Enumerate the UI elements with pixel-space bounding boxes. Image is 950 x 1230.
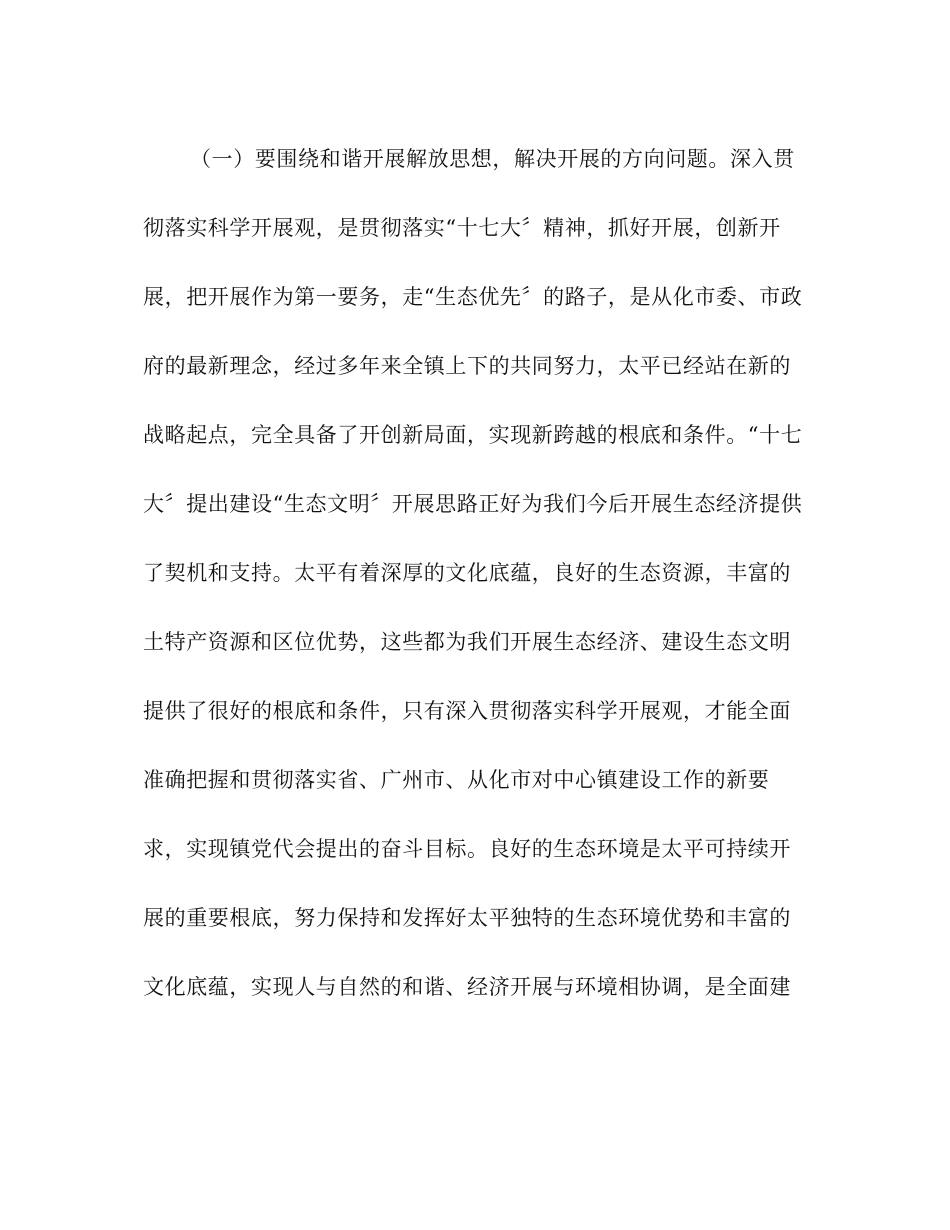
paragraph-line-6: 大〞提出建设“生态文明〞开展思路正好为我们今后开展生态经济提供 bbox=[143, 492, 803, 516]
paragraph-line-9: 提供了很好的根底和条件，只有深入贯彻落实科学开展观，才能全面 bbox=[143, 699, 791, 723]
paragraph-line-1: （一）要围绕和谐开展解放思想，解决开展的方向问题。深入贯 bbox=[190, 147, 795, 171]
paragraph-line-13: 文化底蕴，实现人与自然的和谐、经济开展与环境相协调，是全面建 bbox=[143, 975, 791, 999]
paragraph-line-7: 了契机和支持。太平有着深厚的文化底蕴，良好的生态资源，丰富的 bbox=[143, 561, 791, 585]
paragraph-line-8: 土特产资源和区位优势，这些都为我们开展生态经济、建设生态文明 bbox=[143, 630, 791, 654]
paragraph-line-10: 准确把握和贯彻落实省、广州市、从化市对中心镇建设工作的新要 bbox=[143, 768, 770, 792]
paragraph-line-11: 求，实现镇党代会提出的奋斗目标。良好的生态环境是太平可持续开 bbox=[143, 837, 791, 861]
paragraph-line-5: 战略起点，完全具备了开创新局面，实现新跨越的根底和条件。“十七 bbox=[143, 423, 803, 447]
paragraph-line-3: 展，把开展作为第一要务，走“生态优先〞的路子，是从化市委、市政 bbox=[143, 285, 803, 309]
paragraph-line-4: 府的最新理念，经过多年来全镇上下的共同努力，太平已经站在新的 bbox=[143, 354, 791, 378]
paragraph-line-2: 彻落实科学开展观，是贯彻落实“十七大〞精神，抓好开展，创新开 bbox=[143, 216, 781, 240]
paragraph-line-12: 展的重要根底，努力保持和发挥好太平独特的生态环境优势和丰富的 bbox=[143, 906, 791, 930]
